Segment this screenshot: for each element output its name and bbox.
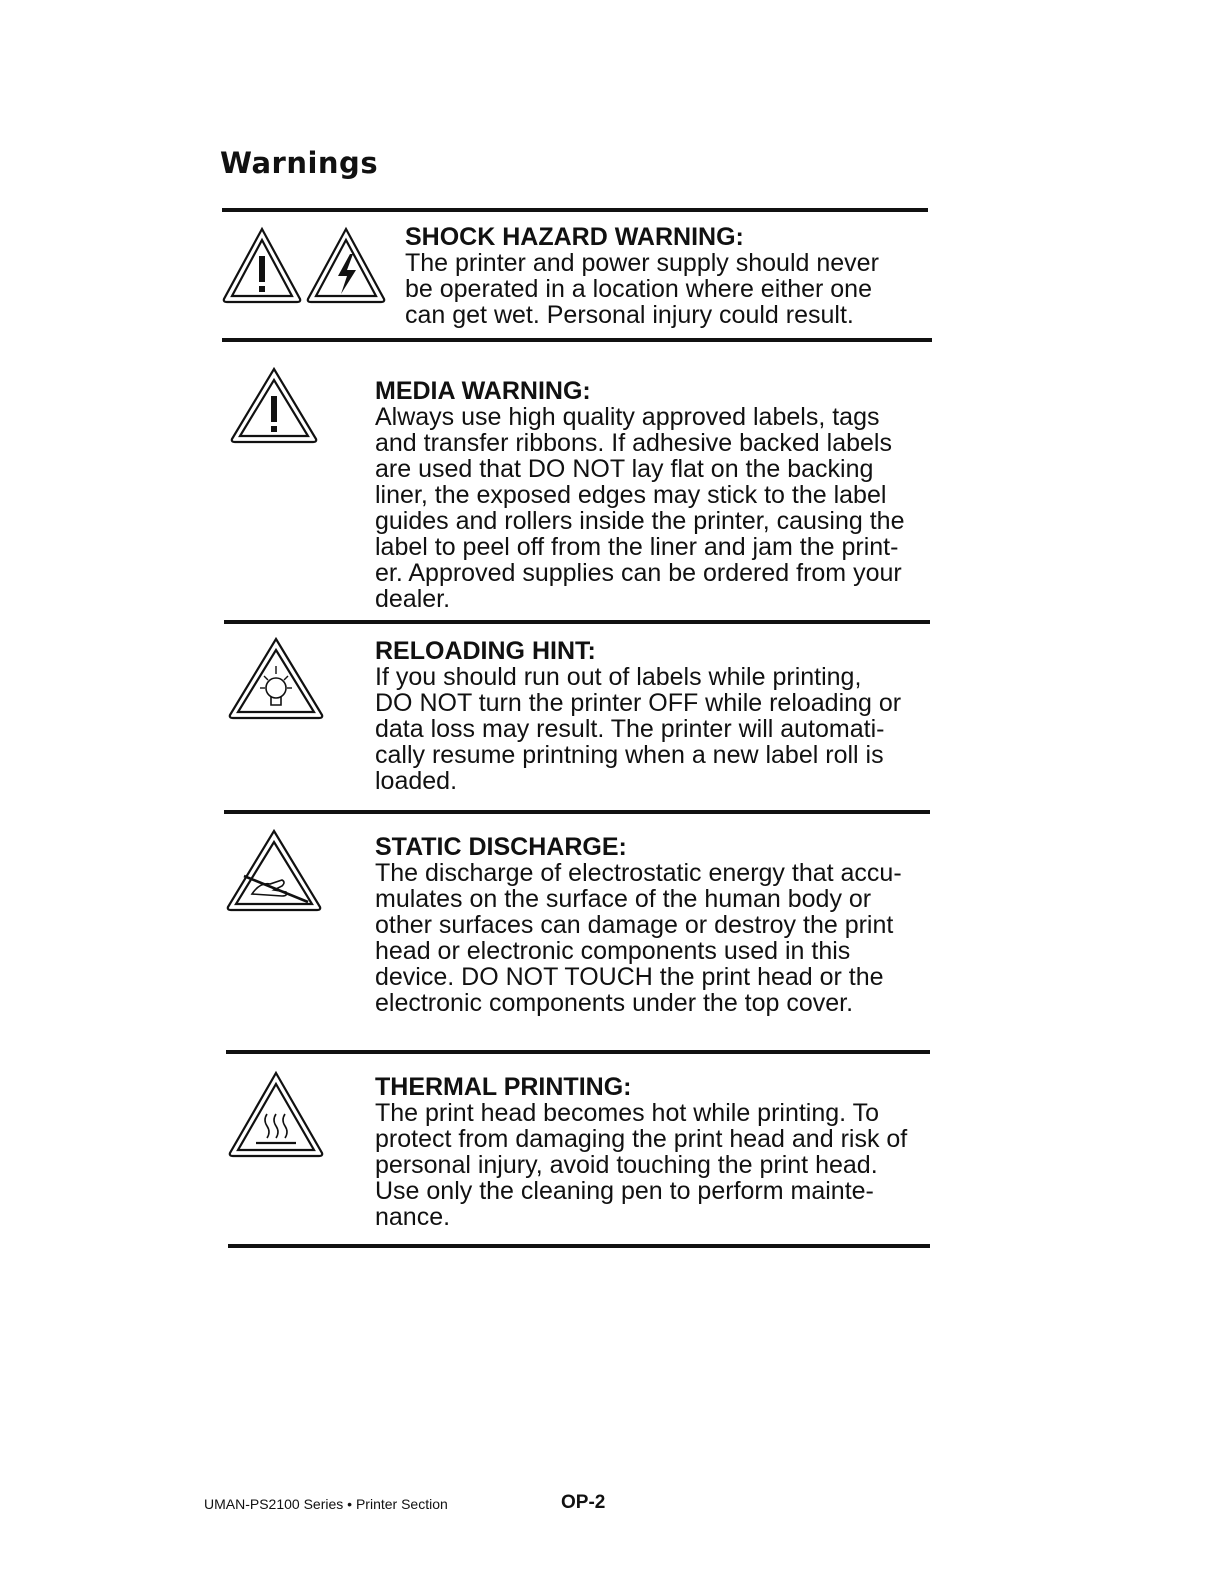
media-warning-line: er. Approved supplies can be ordered from your <box>375 559 902 587</box>
media-warning-line: guides and rollers inside the printer, causing the <box>375 507 905 535</box>
static-discharge-line: electronic components under the top cover. <box>375 989 854 1017</box>
thermal-printing-heading: THERMAL PRINTING: <box>375 1073 632 1101</box>
thermal-printing-line: nance. <box>375 1203 451 1231</box>
reloading-hint-line: DO NOT turn the printer OFF while reloading or <box>375 689 902 717</box>
reloading-hint-heading: RELOADING HINT: <box>375 637 596 665</box>
thermal-printing-line: The print head becomes hot while printing. To <box>375 1099 880 1127</box>
rule-top-media <box>222 338 932 342</box>
thermal-printing-text <box>375 1074 907 1230</box>
shock-hazard-line: be operated in a location where either one <box>405 275 872 303</box>
rule-top-static <box>224 810 930 814</box>
shock-hazard-heading: SHOCK HAZARD WARNING: <box>405 223 744 251</box>
rule-bottom <box>228 1244 930 1248</box>
media-warning-line: label to peel off from the liner and jam the print- <box>375 533 899 561</box>
shock-hazard-icons <box>222 226 390 304</box>
page-title: Warnings <box>220 146 379 180</box>
thermal-printing-icons <box>226 1070 326 1158</box>
media-warning-text <box>375 378 905 612</box>
media-warning-line: dealer. <box>375 585 451 613</box>
lightbulb-hint-icon <box>230 639 322 718</box>
shock-hazard-line: can get wet. Personal injury could result. <box>405 301 854 329</box>
reloading-hint-line: data loss may result. The printer will automati- <box>375 715 885 743</box>
static-discharge-line: The discharge of electrostatic energy that accu- <box>375 859 902 887</box>
reloading-hint-line: cally resume printning when a new label roll is <box>375 741 884 769</box>
shock-hazard-text <box>405 224 879 328</box>
media-warning-line: liner, the exposed edges may stick to the label <box>375 481 887 509</box>
thermal-printing-line: personal injury, avoid touching the print head. <box>375 1151 878 1179</box>
shock-hazard-line: The printer and power supply should never <box>405 249 879 277</box>
reloading-hint-line: loaded. <box>375 767 458 795</box>
thermal-printing-line: protect from damaging the print head and risk of <box>375 1125 908 1153</box>
reloading-hint-text <box>375 638 901 794</box>
footer-document-id: UMAN-PS2100 Series • Printer Section <box>204 1496 448 1512</box>
reloading-hint-icons <box>226 636 326 720</box>
thermal-printing-line: Use only the cleaning pen to perform mainte- <box>375 1177 874 1205</box>
rule-top-thermal <box>226 1050 930 1054</box>
media-warning-heading: MEDIA WARNING: <box>375 377 591 405</box>
static-discharge-icon <box>228 831 320 910</box>
media-warning-line: and transfer ribbons. If adhesive backed labels <box>375 429 892 457</box>
static-discharge-text <box>375 834 902 1016</box>
static-discharge-icons <box>224 828 324 912</box>
footer-page-number: OP-2 <box>561 1492 606 1513</box>
media-warning-line: are used that DO NOT lay flat on the backing <box>375 455 874 483</box>
hot-surface-icon <box>230 1073 322 1156</box>
static-discharge-heading: STATIC DISCHARGE: <box>375 833 627 861</box>
static-discharge-line: device. DO NOT TOUCH the print head or the <box>375 963 884 991</box>
static-discharge-line: mulates on the surface of the human body or <box>375 885 872 913</box>
static-discharge-line: other surfaces can damage or destroy the print <box>375 911 894 939</box>
media-warning-icons <box>230 366 320 444</box>
static-discharge-line: head or electronic components used in this <box>375 937 851 965</box>
media-warning-line: Always use high quality approved labels, tags <box>375 403 880 431</box>
reloading-hint-line: If you should run out of labels while printing, <box>375 663 862 691</box>
rule-top-shock <box>222 208 928 212</box>
rule-top-reloading <box>224 620 930 624</box>
